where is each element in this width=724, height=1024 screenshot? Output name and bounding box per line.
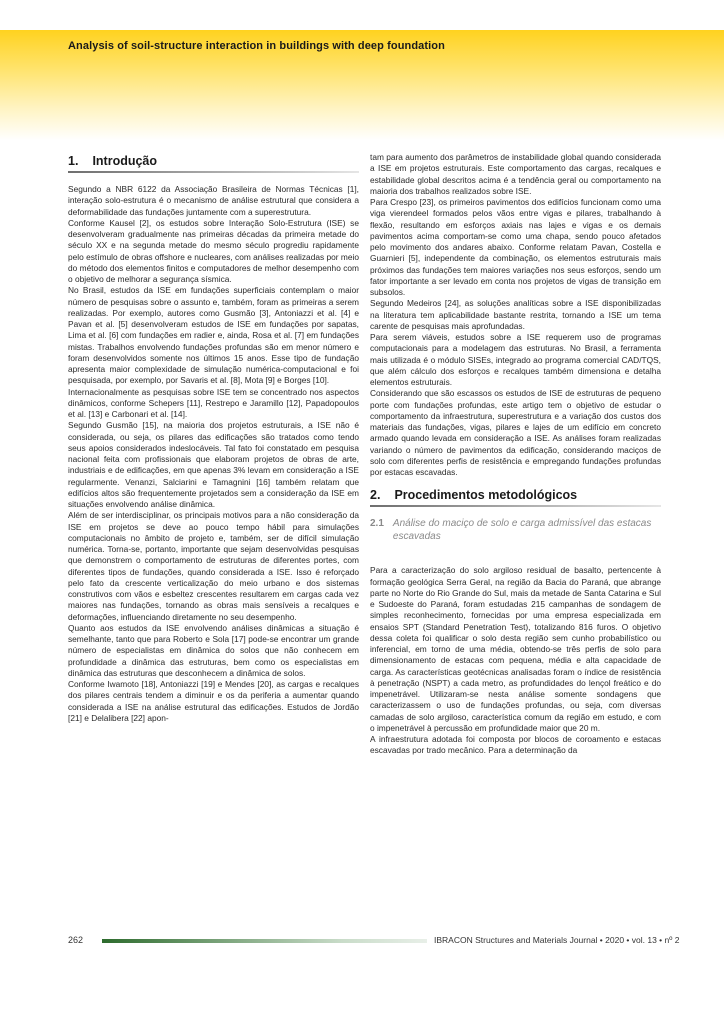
journal-citation: IBRACON Structures and Materials Journal • 2020 • vol. 13 • nº 2: [434, 935, 680, 945]
paragraph: Segundo a NBR 6122 da Associação Brasileira de Normas Técnicas [1], interação solo-estrutura é o mecanismo de análise estrutural que considera a deformabilidade das fundações juntamente com a superestrutura.: [68, 184, 359, 217]
footer-rule-fade: [342, 939, 427, 943]
paragraph: tam para aumento dos parâmetros de instabilidade global quando considerada a ISE em projetos estruturais. Este comportamento das cargas, recalques e estabilidade global descritos acima é a tendência geral ou comportamento na maioria dos trabalhos realizados sobre ISE.: [370, 152, 661, 196]
paragraph: Quanto aos estudos da ISE envolvendo análises dinâmicas a situação é semelhante, tanto que para Roberto e Sola [17] pode-se encontrar um grande número de especialistas em dinâmica do solos que não conhecem em profundidade a dinâmica das estruturas, bem como os especialistas em dinâmica das estruturas que desconhecem a dinâmica de solos.: [68, 622, 359, 678]
section-2-number: 2.: [370, 488, 381, 503]
subsection-2-1-title: Análise do maciço de solo e carga admissível das estacas escavadas: [392, 518, 652, 542]
subsection-2-1-heading: [370, 518, 661, 543]
paragraph: Para a caracterização do solo argiloso residual de basalto, pertencente à formação geológica Serra Geral, na região da Bacia do Paraná, que abrange parte no Norte do Rio Grande do Sul, mais da metade de Santa Catarina e Sul e Sudoeste do Paraná, foram estudadas 215 campanhas de sondagem de simples reconhecimento, fornecidas por uma empresa especializada em ensaios SPT (Standard Penetration Test), totalizando 816 furos. O objetivo dessa coleta foi qualificar o solo desta região sem cunho probabilístico ou inferencial, em torno de uma média, obtendo-se três perfis de solo para dimensionamento de estacas com pequena, média e alta capacidade de carga. As características geotécnicas analisadas foram o índice de resistência à penetração (NSPT) a cada metro, as profundidades do lençol freático e do impenetrável. Utilizaram-se nesta análise somente sondagens que caracterizassem o uso de fundações profundas, ou seja, com diversas camadas de solo argiloso, característica comum da região em estudo, e com o impenetrável à percussão em profundidade maior que 20 m.: [370, 565, 661, 733]
paragraph: Segundo Medeiros [24], as soluções analíticas sobre a ISE disponibilizadas na literatura tem aplicabilidade bastante restrita, tornando a ISE um tema carente de pesquisas mais aprofundadas.: [370, 298, 661, 331]
footer-rule: [102, 939, 342, 943]
subsection-2-1-number: 2.1: [370, 518, 384, 530]
section-1-heading: [68, 154, 359, 173]
paragraph: No Brasil, estudos da ISE em fundações superficiais contemplam o maior número de pesquisas sobre o assunto e, também, foram as primeiras a serem realizadas. Por exemplo, autores como Gusmão [3], Antoniazzi et al. [4] e Pavan et al. [5] desenvolveram estudos de ISE em fundações por sapatas, Lima et al. [6] com fundações em radier e, ainda, Rosa et al. [7] em fundações mistas. Trabalhos envolvendo fundações profundas são em menor número e foram desenvolvidos somente nos últimos 15 anos. Esse tipo de fundação apresenta maior complexidade de simulação numérica-computacional e foi pesquisada, por exemplo, por Savaris et al. [8], Mota [9] e Borges [10].: [68, 285, 359, 386]
paragraph: Internacionalmente as pesquisas sobre ISE tem se concentrado nos aspectos dinâmicos, conforme Schepers [11], Restrepo e Jaramillo [12], Papadopoulos et al. [13] e Carbonari et al. [14].: [68, 386, 359, 419]
section-2-heading: [370, 488, 661, 507]
section-1-title: Introdução: [92, 154, 158, 168]
paragraph: Para serem viáveis, estudos sobre a ISE requerem uso de programas computacionais para a modelagem das estruturas. No Brasil, a ferramenta mais utilizada é o módulo SISEs, integrado ao programa comercial CAD/TQS, que além cálculo dos esforços e recalques também dimensiona e detalha elementos estruturais.: [370, 332, 661, 387]
paragraph: Além de ser interdisciplinar, os principais motivos para a não consideração da ISE em projetos se deve ao pouco tempo hábil para simulações computacionais no âmbito de projeto e, também, ser de difícil simulação numérica. Torna-se, portanto, importante que sejam desenvolvidas pesquisas que demonstrem o comportamento de estruturas de diferentes portes, com diferentes tipos de fundações, quando considerada a ISE. Isso é reforçado pelo fato da crescente verticalização do meio urbano e dos sistemas construtivos com vãos e esbeltez crescentes resultarem em cargas cada vez maiores nas fundações, tornando as obras mais sensíveis a recalques e deformações, influenciando diretamente no seu desempenho.: [68, 510, 359, 622]
paragraph: Conforme Kausel [2], os estudos sobre Interação Solo-Estrutura (ISE) se desenvolveram gradualmente nas primeiras décadas da primeira metade do século XX e na segunda metade do mesmo século progrediu rapidamente pelo estímulo de obras offshore e nucleares, com análises realizadas por meio do método dos elementos finitos e computadores de melhor desempenho com o objetivo de melhorar a segurança sísmica.: [68, 217, 359, 284]
paragraph: Considerando que são escassos os estudos de ISE de estruturas de pequeno porte com fundações profundas, este artigo tem o objetivo de estudar o comportamento da infraestrutura, superestrutura e a variação dos custos dos materiais das fundações, vigas, pilares e lajes de um edifício em concreto armado quando levada em consideração a ISE. As análises foram realizadas variando o número de pavimentos da edificação, considerando maciços de solo com diferentes perfis de resistência e empregando fundações profundas por estacas escavadas.: [370, 388, 661, 477]
running-header-title: Analysis of soil-structure interaction in buildings with deep foundation: [68, 40, 445, 52]
paragraph: Conforme Iwamoto [18], Antoniazzi [19] e Mendes [20], as cargas e recalques dos pilares centrais tendem a diminuir e os da periferia a aumentar quando considerada a ISE na análise estrutural das edificações. Estudos de Jordão [21] e Delalibera [22] apon-: [68, 679, 359, 723]
section-2-title: Procedimentos metodológicos: [394, 488, 578, 503]
left-column: [68, 154, 359, 724]
paragraph: Segundo Gusmão [15], na maioria dos projetos estruturais, a ISE não é considerada, ou seja, os pilares das edificações são tratados como tendo seus apoios considerados indeslocáveis. Tal fato foi constatado em pesquisa nacional feita com profissionais que elaboram projetos de obras de arte, industriais e de edificações, em que apenas 3% levam em consideração a ISE regularmente. Venanzi, Salciarini e Tamagnini [16] também relatam que edifícios altos são frequentemente projetados sem a consideração da ISE em situações envolvendo análise dinâmica.: [68, 420, 359, 509]
page-number: 262: [68, 935, 84, 945]
section-1-number: 1.: [68, 154, 79, 168]
paragraph: A infraestrutura adotada foi composta por blocos de coroamento e estacas escavadas por trado mecânico. Para a determinação da: [370, 734, 661, 756]
right-column: [370, 152, 661, 757]
paragraph: Para Crespo [23], os primeiros pavimentos dos edifícios funcionam como uma viga vierendeel formados pelos vãos entre vigas e pilares, trabalhando à flexão, resultando em esforços axiais nas lajes e vigas e os demais pavimentos acima comportam-se como uma chapa, sendo pouco afetados pelo movimento dos andares abaixo. Conforme relatam Pavan, Costella e Guarnieri [5], independente da combinação, os elementos estruturais mais próximos das fundações tem maiores variações nos seus esforços, sendo um fator importante a ser levado em conta nos projetos de vigas de transição em subsolos.: [370, 197, 661, 297]
